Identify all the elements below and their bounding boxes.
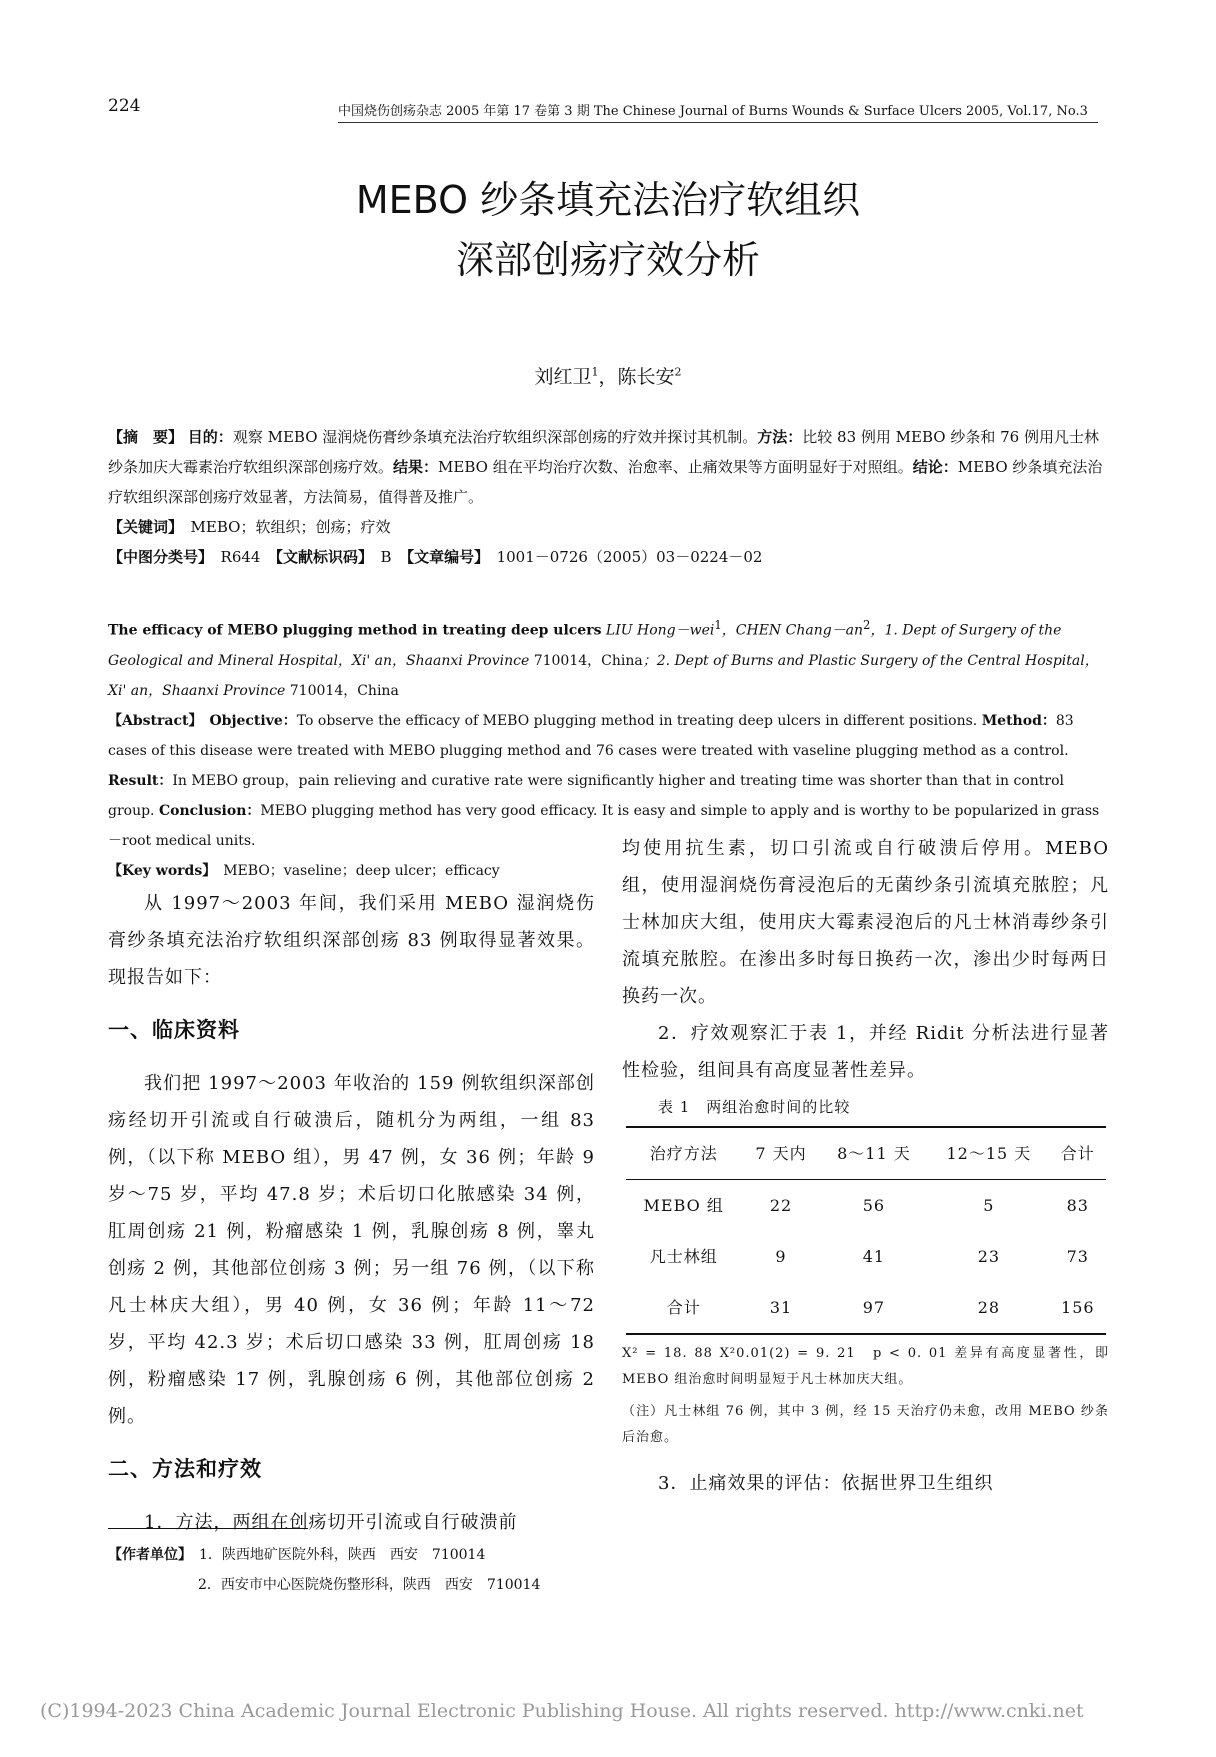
- en-title: The efficacy of MEBO plugging method in treating deep ulcers: [108, 622, 602, 639]
- en-affil-1-tail: 710014，China: [529, 652, 643, 669]
- efficacy-paragraph: 2．疗效观察汇于表 1，并经 Ridit 分析法进行显著性检验，组间具有高度显著性差异。: [622, 1023, 1109, 1081]
- table-cell: 23: [977, 1247, 1001, 1266]
- keywords-label: 【关键词】: [108, 518, 176, 536]
- table-header-cell: 7 天内: [755, 1144, 807, 1163]
- table-caption: 表 1 两组治愈时间的比较: [658, 1098, 851, 1116]
- article-no-label: 【文章编号】: [406, 548, 482, 566]
- en-affil-1: ，1. Dept of Surgery of the Geological and Mineral Hospital，Xi' an，Shaanxi Province: [108, 622, 1062, 669]
- author-1-affil: 1: [591, 365, 599, 379]
- methods-paragraph: 1．方法，两组在创疡切开引流或自行破溃前: [144, 1512, 518, 1533]
- clinical-paragraph: 我们把 1997～2003 年收治的 159 例软组织深部创疡经切开引流或自行破溃后，随机分为两组，一组 83 例，（以下称 MEBO 组），男 47 例，女 36 例；年龄 9 岁～75 岁，平均 47.8 岁；术后切口化脓感染 34 例，肛周创疡 21 例，粉瘤感染 1 例，乳腺创疡 8 例，睾丸创疡 2 例，其他部位创疡 3 例；另一组 76 例，（以下称凡士林庆大组），男 40 例，女 36 例；年龄 11～72 岁，平均 42.3 岁；术后切口感染 33 例，肛周创疡 18 例，粉瘤感染 17 例，乳腺创疡 6 例，其他部位创疡 2 例。: [108, 1073, 595, 1427]
- en-author-2: ，CHEN Chang－an: [721, 622, 864, 639]
- table-cell: 73: [1066, 1247, 1089, 1266]
- clc-value: R644: [220, 548, 261, 566]
- en-keywords-label: 【Key words】: [108, 862, 210, 879]
- page-number: 224: [108, 96, 141, 116]
- en-conclusion-label: Conclusion：: [158, 802, 261, 819]
- author-2-affil: 2: [674, 365, 682, 379]
- affiliation-1: 1．陕西地矿医院外科，陕西 西安 710014: [199, 1547, 486, 1563]
- en-affil-2: ；2. Dept of Burns and Plastic Surgery of the Central Hospital，Xi' an，Shaanxi Province: [108, 652, 1099, 699]
- table-cell: 凡士林组: [649, 1247, 718, 1266]
- en-method: 83 cases of this disease were treated with MEBO plugging method and 76 cases were treated with vaseline plugging method as a control.: [108, 712, 1074, 759]
- table-cell: 28: [977, 1298, 1001, 1317]
- table-cell: 56: [862, 1196, 886, 1215]
- en-author-2-sup: 2: [863, 618, 871, 632]
- copyright-watermark: (C)1994-2023 China Academic Journal Electronic Publishing House. All rights reserved. http://www.cnki.net: [40, 1700, 1084, 1722]
- body-right-column: [622, 830, 1109, 1502]
- affiliation-label: 【作者单位】: [108, 1547, 185, 1563]
- doc-code-value: B: [380, 548, 392, 566]
- table-statistics-note: X² = 18. 88 X²0.01(2) = 9. 21 p < 0. 01 差异有高度显著性，即 MEBO 组治愈时间明显短于凡士林加庆大组。: [622, 1346, 1109, 1387]
- table-cell: 9: [775, 1247, 787, 1266]
- method-text: 比较 83 例用 MEBO 纱条和 76 例用凡士林纱条加庆大霉素治疗软组织深部创疡疗效。: [108, 428, 1099, 476]
- table-cell: 5: [983, 1196, 995, 1215]
- author-affiliations: [108, 1540, 540, 1600]
- intro-paragraph: 从 1997～2003 年间，我们采用 MEBO 湿润烧伤膏纱条填充法治疗软组织深部创疡 83 例取得显著效果。现报告如下：: [108, 893, 595, 988]
- en-objective-label: Objective：: [209, 712, 297, 729]
- en-result: In MEBO group，pain relieving and curative rate were significantly higher and treating time was shorter than that in control group.: [108, 772, 1064, 819]
- table-cell: 22: [769, 1196, 793, 1215]
- table-cell: 41: [862, 1247, 886, 1266]
- objective-text: 观察 MEBO 湿润烧伤膏纱条填充法治疗软组织深部创疡的疗效并探讨其机制。: [232, 428, 758, 446]
- clc-label: 【中图分类号】: [108, 548, 206, 566]
- affiliation-2: 2．西安市中心医院烧伤整形科，陕西 西安 710014: [198, 1577, 541, 1593]
- section-heading-clinical: 一、临床资料: [108, 1018, 240, 1042]
- author-1: 刘红卫: [534, 366, 592, 388]
- en-method-label: Method：: [981, 712, 1056, 729]
- doc-code-label: 【文献标识码】: [275, 548, 366, 566]
- en-author-1-sup: 1: [714, 618, 722, 632]
- author-2: 陈长安: [617, 366, 675, 388]
- abstract-label: 【摘 要】: [108, 428, 184, 446]
- table-footnote: （注）凡士林组 76 例，其中 3 例，经 15 天治疗仍未愈，改用 MEBO 纱条后治愈。: [622, 1404, 1109, 1445]
- body-left-column: [108, 885, 595, 1541]
- table-cell: 合计: [666, 1298, 701, 1317]
- table-cell: 156: [1061, 1298, 1095, 1317]
- table-row: [626, 1180, 1106, 1232]
- en-abstract-label: 【Abstract】: [108, 712, 196, 729]
- table-header-cell: 合计: [1060, 1144, 1095, 1163]
- table-header-cell: 8～11 天: [837, 1144, 911, 1163]
- keywords-text: MEBO；软组织；创疡；疗效: [190, 518, 391, 536]
- footnote-divider: [108, 1528, 308, 1529]
- table-header-cell: 12～15 天: [946, 1144, 1032, 1163]
- section-heading-methods: 二、方法和疗效: [108, 1457, 262, 1481]
- en-conclusion: MEBO plugging method has very good efficacy. It is easy and simple to apply and is worthy to be popularized in grass－root medical units.: [108, 802, 1100, 849]
- table-cell: 97: [862, 1298, 886, 1317]
- result-text: MEBO 组在平均治疗次数、治愈率、止痛效果等方面明显好于对照组。: [438, 458, 913, 476]
- table-row: [626, 1231, 1106, 1282]
- healing-time-table: [626, 1126, 1106, 1335]
- authors: [0, 362, 1216, 389]
- methods-continued-paragraph: 均使用抗生素，切口引流或自行破溃后停用。MEBO 组，使用湿润烧伤膏浸泡后的无菌纱条引流填充脓腔；凡士林加庆大组，使用庆大霉素浸泡后的凡士林消毒纱条引流填充脓腔。在渗出多时每日换药一次，渗出少时每两日换药一次。: [622, 838, 1109, 1007]
- table-cell: 83: [1066, 1196, 1089, 1215]
- en-objective: To observe the efficacy of MEBO plugging method in treating deep ulcers in different positions.: [296, 712, 978, 729]
- en-keywords: MEBO；vaseline；deep ulcer；efficacy: [223, 862, 500, 879]
- objective-label: 目的：: [187, 428, 233, 446]
- conclusion-label: 结论：: [912, 458, 958, 476]
- en-author-1: LIU Hong－wei: [605, 622, 715, 639]
- table-cell: MEBO 组: [643, 1196, 724, 1215]
- author-separator: ，: [598, 366, 618, 388]
- table-header-row: [626, 1127, 1106, 1180]
- article-no-value: 1001－0726（2005）03－0224－02: [496, 548, 763, 566]
- conclusion-text: MEBO 纱条填充法治疗软组织深部创疡疗效显著，方法简易，值得普及推广。: [108, 458, 1103, 506]
- en-result-label: Result：: [108, 772, 173, 789]
- result-label: 结果：: [393, 458, 439, 476]
- table-row: [626, 1282, 1106, 1334]
- pain-assessment-paragraph: 3．止痛效果的评估：依据世界卫生组织: [658, 1473, 994, 1494]
- chinese-abstract: [108, 422, 1108, 572]
- method-label: 方法：: [757, 428, 803, 446]
- table-header-cell: 治疗方法: [649, 1144, 718, 1163]
- article-title-line1: MEBO 纱条填充法治疗软组织: [355, 178, 861, 222]
- table-cell: 31: [769, 1298, 793, 1317]
- article-title-line2: 深部创疡疗效分析: [455, 238, 760, 282]
- en-affil-2-tail: 710014，China: [285, 682, 399, 699]
- journal-running-header: 中国烧伤创疡杂志 2005 年第 17 卷第 3 期 The Chinese Journal of Burns Wounds & Surface Ulcers 2005, Vol.17, No.3: [338, 100, 1098, 123]
